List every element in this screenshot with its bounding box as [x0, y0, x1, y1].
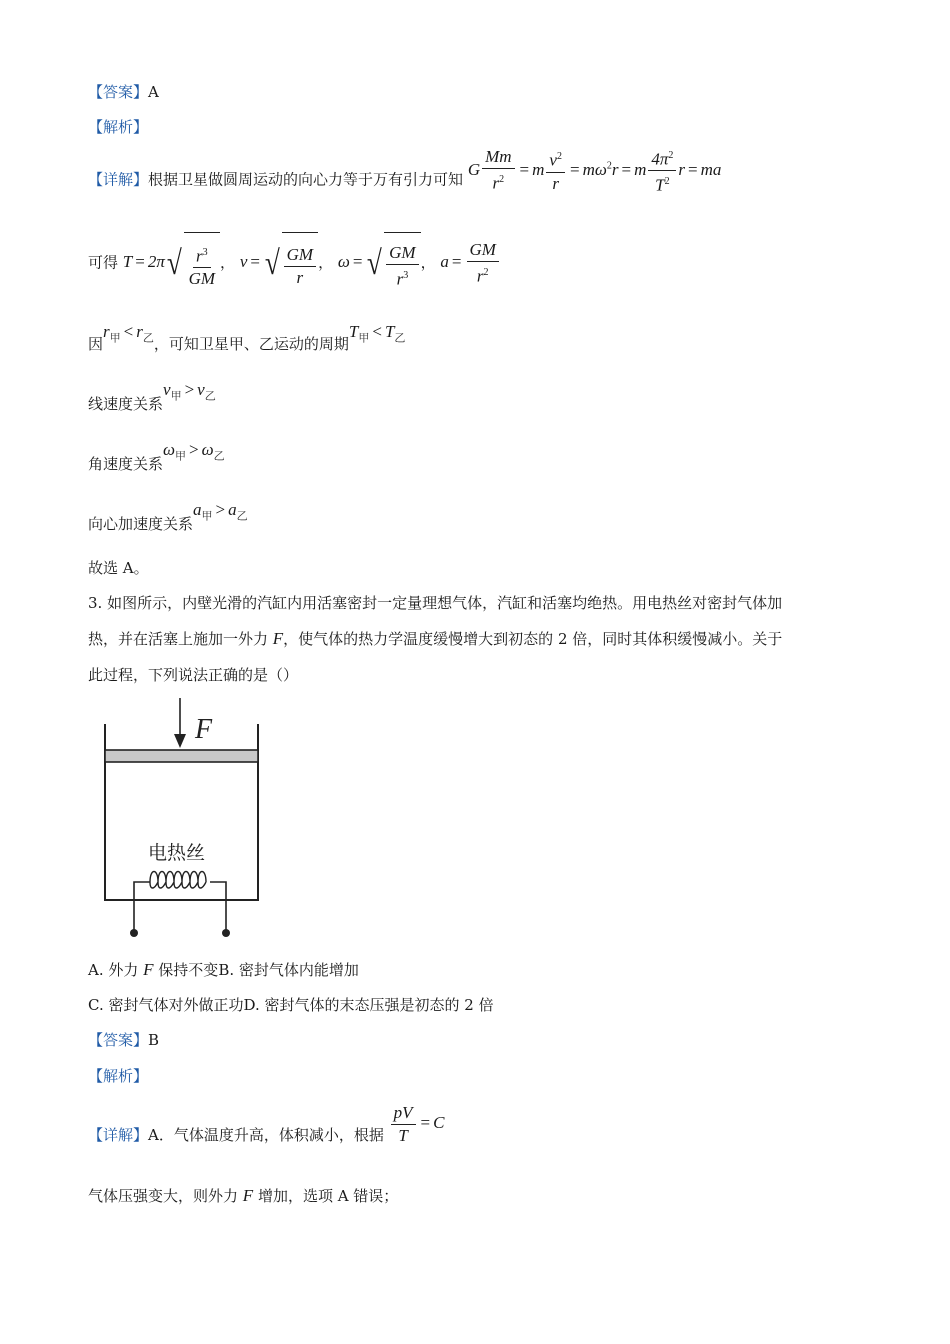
- derive-sep-3: ，: [420, 253, 436, 272]
- conclusion-line: [88, 558, 149, 578]
- answer-tag-3: 【答案】: [88, 1031, 149, 1049]
- derive-sep-2: ，: [318, 253, 334, 272]
- angular-velocity-formula: ω = √ $\frac{GM}{r^3}$: [338, 252, 421, 271]
- terminal-left: [130, 929, 138, 937]
- question-3-line-2: 热，并在活塞上施加一外力 F，使气体的热力学温度缓慢增大到初态的 2 倍，同时其体积缓慢减小。关于: [88, 629, 783, 648]
- detail-tag-3: 【详解】: [88, 1126, 149, 1144]
- angular-relation: $\omega_甲 > \omega_乙$: [163, 440, 225, 463]
- derive-sep-1: ，: [220, 253, 236, 272]
- question-3-line-3: 此过程，下列说法正确的是（）: [88, 666, 299, 684]
- detail-text-3: A．气体温度升高，体积减小，根据: [148, 1126, 384, 1144]
- gas-law-formula: $\frac{pV}{T}$ = C: [389, 1113, 445, 1132]
- angular-velocity-line: [88, 440, 225, 473]
- derive-prefix: 可得: [88, 253, 119, 272]
- period-relation: $T_甲 < T_乙$: [348, 322, 406, 345]
- answer-value-3: B: [148, 1031, 160, 1049]
- centripetal-label: 向心加速度关系: [88, 515, 194, 533]
- force-arrow-head: [174, 734, 186, 748]
- conclusion: 故选 A。: [88, 559, 149, 577]
- option-d: D. 密封气体的末态压强是初态的 2 倍: [243, 996, 494, 1014]
- force-symbol: F: [272, 629, 284, 648]
- heater-coil: [150, 872, 206, 889]
- option-a: A. 外力 F 保持不变: [88, 960, 219, 979]
- option-c: C. 密封气体对外做正功: [88, 996, 244, 1014]
- option-b: B. 密封气体内能增加: [218, 961, 359, 979]
- centripetal-relation: $a_甲 > a_乙$: [193, 500, 248, 523]
- angular-label: 角速度关系: [88, 455, 164, 473]
- acceleration-formula: a = $\frac{GM}{r^2}$: [440, 252, 501, 271]
- cylinder-diagram: [98, 696, 268, 941]
- velocity-formula: v = √ $\frac{GM}{r}$: [240, 252, 318, 271]
- because-label: 因: [88, 335, 104, 353]
- force-label: F: [195, 714, 213, 745]
- analysis-tag-3: 【解析】: [88, 1067, 149, 1085]
- detail-intro: 根据卫星做圆周运动的向心力等于万有引力可知: [148, 170, 464, 189]
- options-line-1: [88, 960, 359, 980]
- heater-label: 电热丝: [148, 842, 206, 864]
- options-line-2: [88, 995, 494, 1015]
- gravitation-formula: G $\frac{Mm}{r^2}$ = m $\frac{v^2}{r}$ = $m\omega^2r = m$ $\frac{4\pi^2}{T^2}$ r = ma: [467, 147, 722, 195]
- answer-line-3: [88, 1030, 159, 1050]
- derived-formulas-line: [88, 232, 501, 295]
- answer-value: A: [148, 83, 159, 101]
- heater-wire-right: [210, 882, 226, 932]
- detail-line-1: [88, 147, 722, 206]
- analysis-line-3: [88, 1066, 148, 1086]
- terminal-right: [222, 929, 230, 937]
- radius-relation: $r_甲 < r_乙$: [103, 322, 154, 345]
- question-3-line-1: 3. 如图所示，内壁光滑的汽缸内用活塞密封一定量理想气体，汽缸和活塞均绝热。用电热丝对密封气体加: [88, 594, 783, 612]
- period-formula: T = 2π √ $\frac{r^3}{GM}$: [123, 252, 220, 271]
- analysis-line-1: [88, 117, 148, 137]
- force-symbol-final: F: [242, 1186, 254, 1205]
- question-3: [88, 585, 868, 693]
- period-relation-line: [88, 322, 406, 354]
- piston: [105, 750, 258, 762]
- linear-label: 线速度关系: [88, 395, 164, 413]
- period-text: ，可知卫星甲、乙运动的周期: [153, 335, 349, 353]
- analysis-tag: 【解析】: [88, 118, 149, 136]
- detail-line-3: [88, 1098, 444, 1148]
- centripetal-line: [88, 500, 248, 533]
- detail-tag: 【详解】: [88, 170, 149, 189]
- answer-line-1: [88, 82, 159, 102]
- linear-velocity-line: [88, 380, 216, 413]
- heater-wire-left: [134, 882, 150, 932]
- linear-relation: $v_甲 > v_乙$: [163, 380, 216, 403]
- answer-tag: 【答案】: [88, 83, 149, 101]
- final-line: 气体压强变大，则外力 F 增加，选项 A 错误；: [88, 1186, 399, 1205]
